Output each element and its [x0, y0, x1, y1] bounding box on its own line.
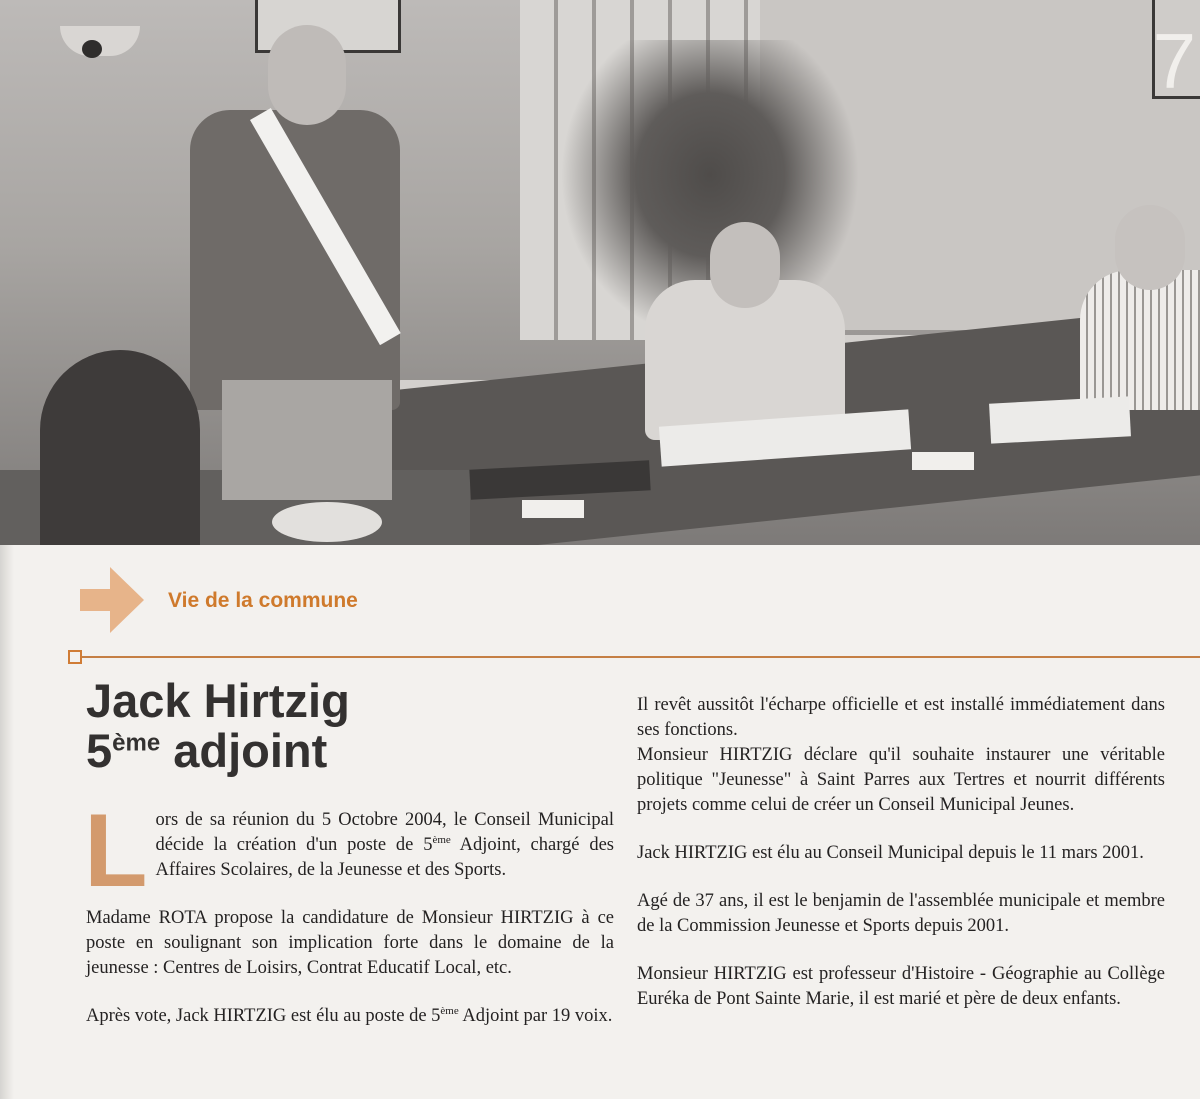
article-column-left	[84, 793, 614, 1052]
right-arrow-icon	[80, 565, 146, 635]
photo-wall-lamp-base	[82, 40, 102, 58]
headline-name: Jack Hirtzig	[86, 674, 350, 727]
headline-role-rest: adjoint	[160, 723, 328, 777]
photo-seated-woman-head	[1115, 205, 1185, 290]
article-paragraph: Monsieur HIRTZIG déclare qu'il souhaite instaurer une véritable politique "Jeunesse" à Saint Parres aux Tertres et nourrit différents projets comme celui de créer un Conseil Municipal Jeunes.	[637, 745, 1165, 815]
photo-seated-woman-body	[1080, 270, 1200, 410]
council-meeting-photo	[0, 0, 1200, 545]
paragraph-text: Adjoint, chargé des Affaires Scolaires, de la Jeunesse et des Sports.	[155, 835, 614, 880]
article-paragraph: Il revêt aussitôt l'écharpe officielle et est installé immédiatement dans ses fonctions.	[637, 695, 1165, 740]
article-paragraph: Agé de 37 ans, il est le benjamin de l'assemblée municipale et membre de la Commission Jeunesse et Sports depuis 2001.	[637, 891, 1165, 936]
paragraph-text: ors de sa réunion du 5 Octobre 2004, le Conseil Municipal décide la création d'un poste de 5	[155, 810, 614, 855]
page-number: 7	[1152, 17, 1196, 105]
photo-name-card	[522, 500, 584, 518]
section-divider	[78, 656, 1200, 658]
photo-standing-man-legs	[222, 380, 392, 500]
photo-foreground-person	[40, 350, 200, 545]
photo-seated-man-head	[710, 222, 780, 308]
article-column-right	[637, 693, 1165, 1035]
drop-cap: L	[84, 793, 148, 909]
article-paragraph	[86, 1004, 614, 1029]
article-headline	[86, 676, 350, 776]
article-paragraph: Monsieur HIRTZIG est professeur d'Histoire - Géographie au Collège Euréka de Pont Sainte Marie, il est marié et père de deux enfants.	[637, 964, 1165, 1009]
paragraph-text: Adjoint par 19 voix.	[458, 1006, 613, 1026]
headline-role	[86, 723, 350, 777]
article-paragraph	[84, 793, 614, 909]
photo-name-card	[912, 452, 974, 470]
photo-standing-man-head	[268, 25, 346, 125]
article-paragraph: Madame ROTA propose la candidature de Monsieur HIRTZIG à ce poste en soulignant son implication forte dans le domaine de la jeunesse : Centres de Loisirs, Contrat Educatif Local, etc.	[86, 908, 614, 978]
headline-role-sup: ème	[112, 729, 161, 757]
paragraph-sup: ème	[432, 833, 451, 846]
section-label: Vie de la commune	[168, 589, 358, 612]
headline-role-number: 5	[86, 723, 113, 777]
photo-papers	[989, 396, 1131, 443]
paragraph-sup: ème	[440, 1004, 459, 1017]
photo-bowl	[272, 502, 382, 542]
paragraph-text: Après vote, Jack HIRTZIG est élu au poste de 5	[86, 1006, 441, 1026]
divider-square-ornament	[68, 650, 82, 664]
article-paragraph: Jack HIRTZIG est élu au Conseil Municipal depuis le 11 mars 2001.	[637, 843, 1144, 863]
